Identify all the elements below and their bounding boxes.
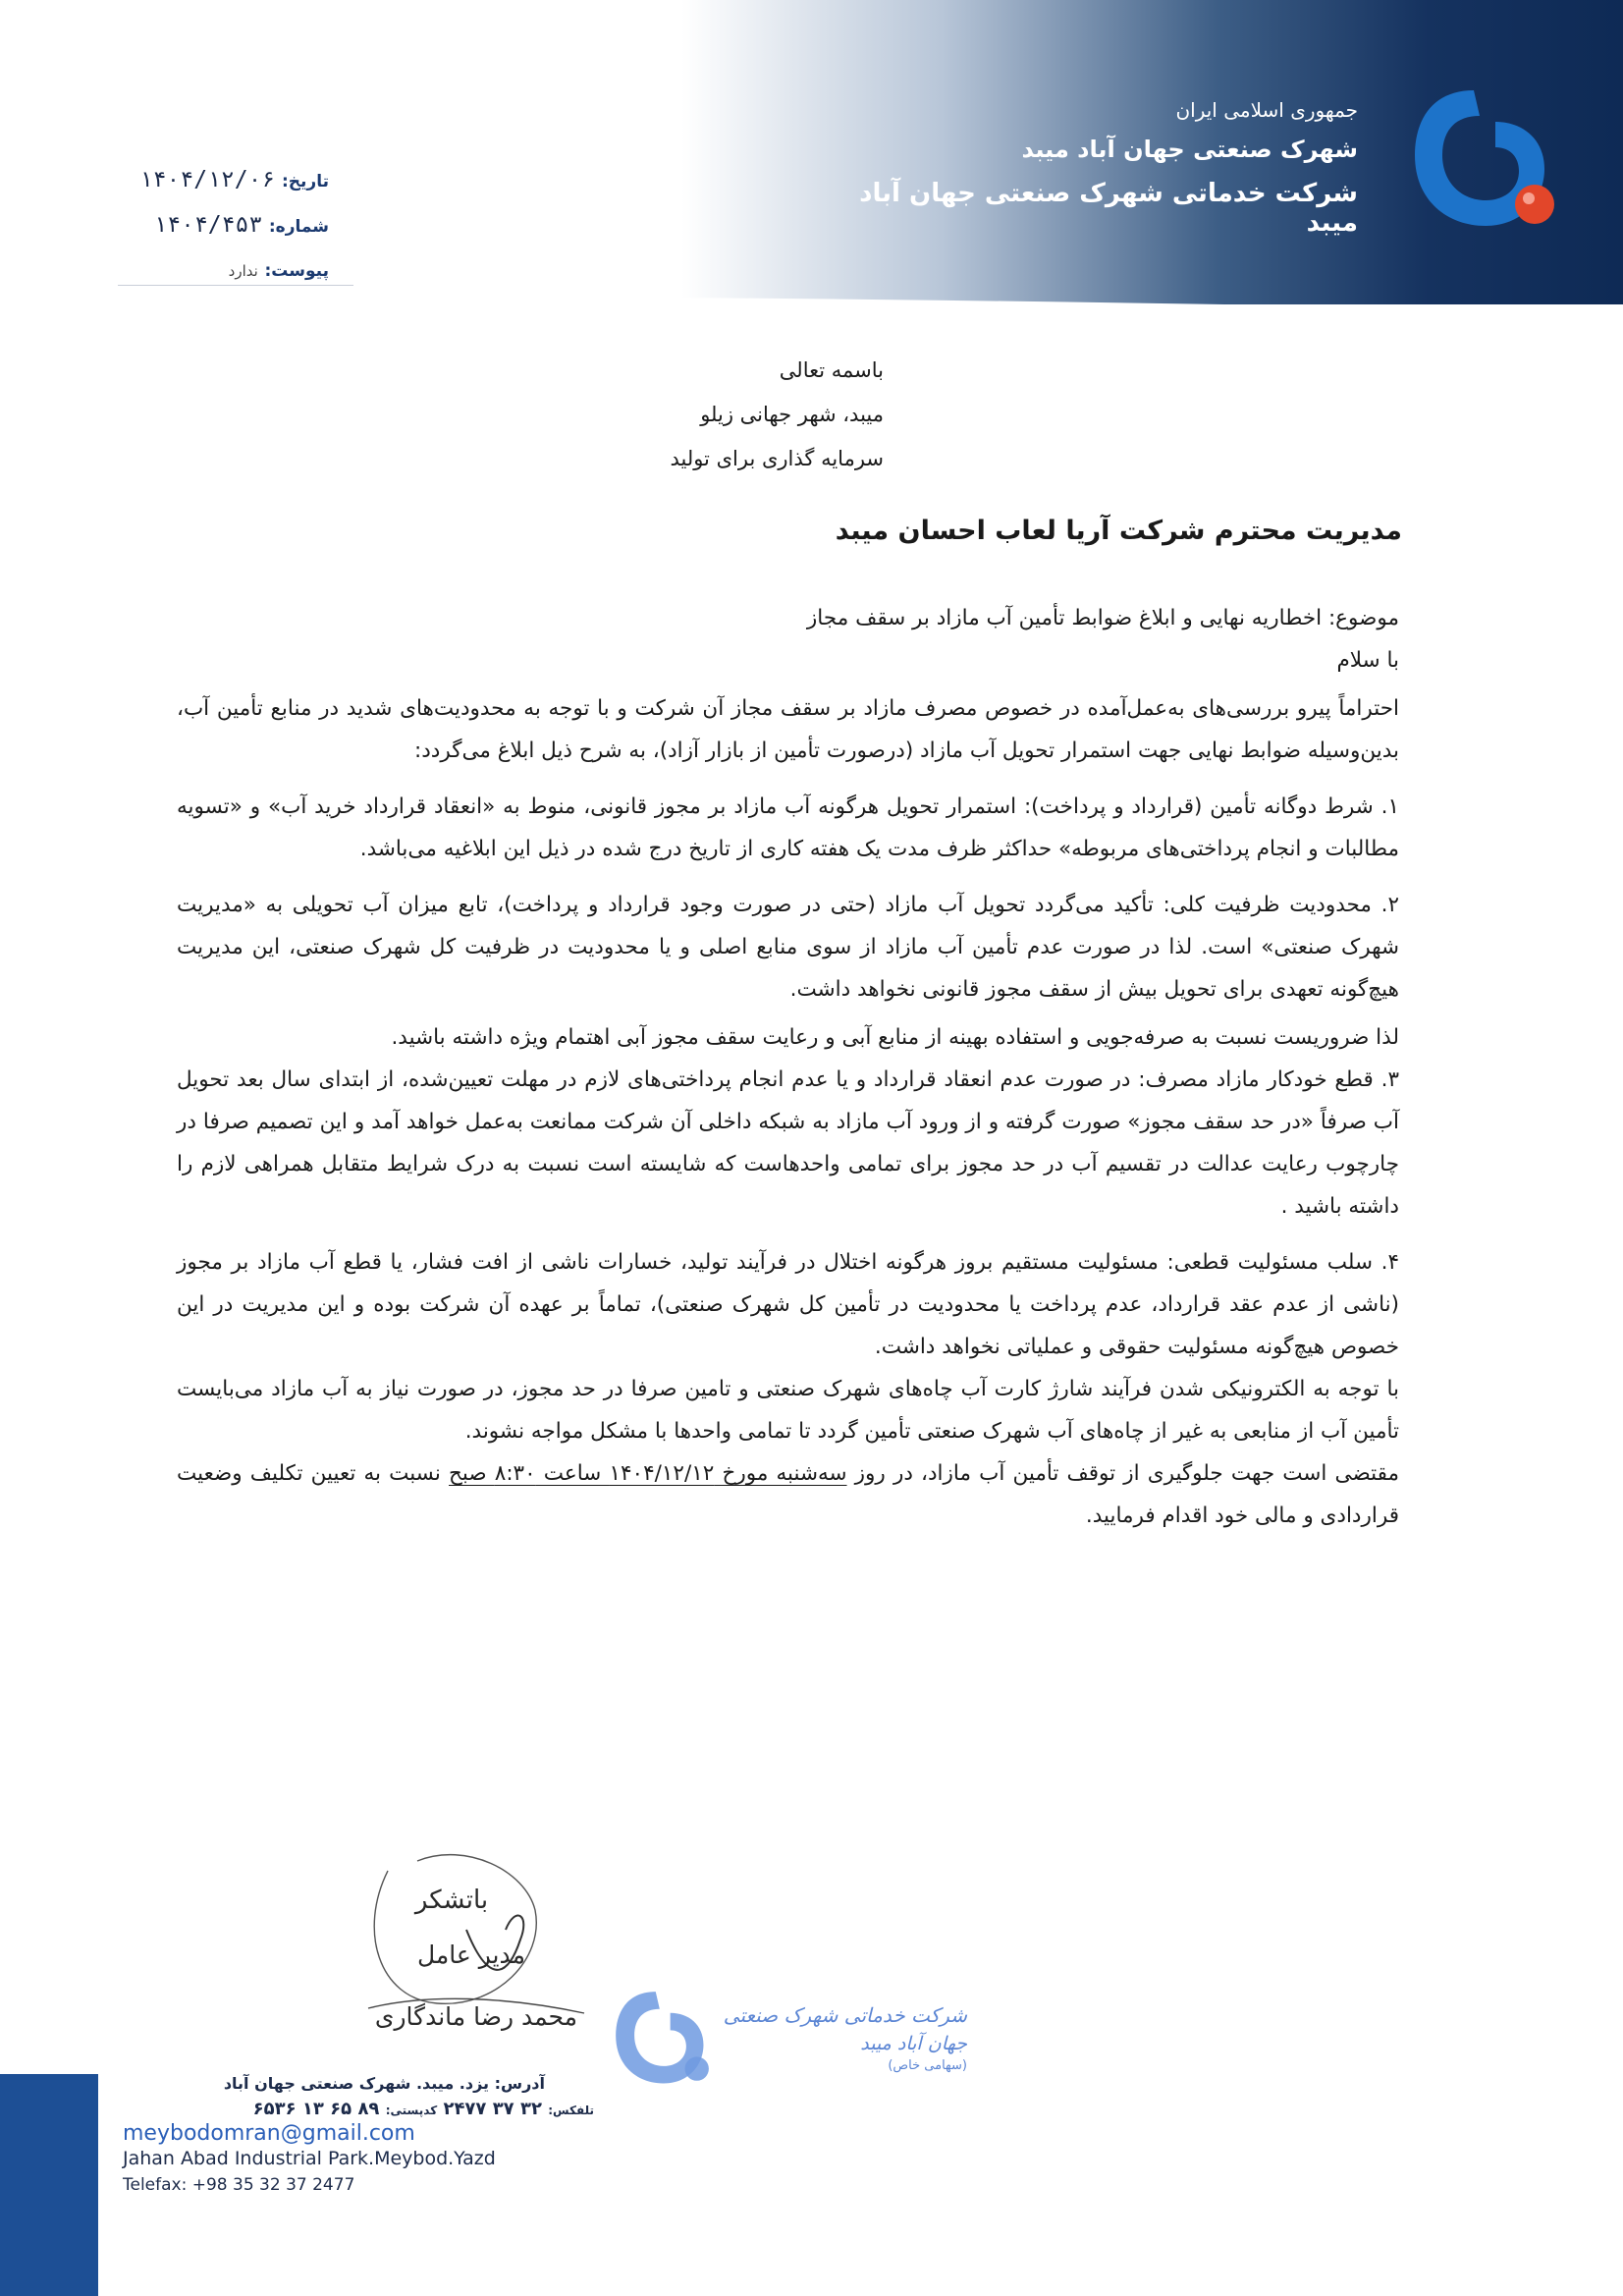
footer-address: آدرس: یزد. میبد. شهرک صنعتی جهان آباد [223,2074,545,2093]
org-line-company: شرکت خدماتی شهرک صنعتی جهان آباد میبد [859,179,1358,238]
org-line-park: شهرک صنعتی جهان آباد میبد [1021,136,1358,163]
closing-paragraph-1: با توجه به الکترونیکی شدن فرآیند شارژ کارت آب چاه‌های شهرک صنعتی و تامین صرفا در حد مجوز، در صورت نیاز به آب مازاد می‌بایست تأمین آب از منابعی به غیر از چاه‌های آب شهرک صنعتی تأمین گردد تا تمامی واحدها با مشکل مواجه نشوند. [177,1377,1399,1444]
footer-telefax: Telefax: +98 35 32 37 2477 [123,2175,355,2195]
signature-name: محمد رضا ماندگاری [374,2002,578,2031]
salutation-line-2: میبد، شهر جهانی زیلو [700,403,884,426]
number-value: ۱۴۰۴/۴۵۳ [153,212,263,238]
closing-text-post: نسبت به تعیین تکلیف وضعیت قراردادی و مالی خود اقدام فرمایید. [177,1461,1399,1528]
attachment-row [123,257,329,281]
org-line-country: جمهوری اسلامی ایران [1175,98,1358,122]
clause-2-note: لذا ضروریست نسبت به صرفه‌جویی و استفاده بهینه از منابع آبی و رعایت سقف مجوز آبی اهتمام ویژه داشته باشید. [391,1025,1399,1050]
salutation-line-1: باسمه تعالی [779,358,884,382]
letter-body [177,597,1399,1537]
date-label: تاریخ: [282,172,329,191]
company-stamp [712,2003,967,2073]
closing-paragraph-2 [177,1452,1399,1537]
recipient-heading: مدیریت محترم شرکت آریا لعاب احسان میبد [835,516,1402,546]
closing-text-pre: مقتضی است جهت جلوگیری از توقف تأمین آب مازاد، در روز [846,1461,1399,1486]
footer-contact [123,2074,614,2195]
meeting-datetime: سه‌شنبه مورخ ۱۴۰۴/۱۲/۱۲ ساعت ۸:۳۰ صبح [449,1461,847,1486]
signature-title: مدیر عامل [416,1941,526,1969]
subject-line: موضوع: اخطاریه نهایی و ابلاغ ضوابط تأمین آب مازاد بر سقف مجاز [806,606,1399,630]
stamp-line-1: شرکت خدماتی شهرک صنعتی [723,2003,967,2027]
number-row [123,212,329,238]
salutation-block [589,349,884,481]
clause-2: ۲. محدودیت ظرفیت کلی: تأکید می‌گردد تحویل آب مازاد (حتی در صورت وجود قرارداد و پرداخت)، تابع میزان آب تحویلی به «مدیریت شهرک صنعتی» است. لذا در صورت عدم تأمین آب مازاد از سوی منابع اصلی و یا محدودیت در ظرفیت کل شهرک صنعتی، این مدیریت هیچ‌گونه تعهدی برای تحویل بیش از سقف مجوز قانونی نخواهد داشت. [177,893,1399,1002]
footer-email[interactable]: meybodomran@gmail.com [123,2121,415,2146]
company-logo-icon [1397,79,1564,246]
meta-divider [118,285,353,286]
attachment-value: ندارد [228,262,258,280]
footer-phone-label: تلفکس: [548,2104,594,2117]
date-value: ۱۴۰۴/۱۲/۰۶ [138,167,276,192]
greeting: با سلام [1336,648,1399,673]
letter-meta [123,167,329,301]
number-label: شماره: [268,217,329,237]
org-header [808,98,1358,238]
footer-phone-value: ۳۲ ۳۷ ۲۴۷۷ [443,2099,542,2119]
footer-postal-label: کدپستی: [385,2104,438,2117]
stamp-line-2: جهان آباد میبد [860,2033,967,2054]
footer-address-en: Jahan Abad Industrial Park.Meybod.Yazd [123,2148,496,2169]
salutation-line-3: سرمایه گذاری برای تولید [670,447,884,470]
date-row [123,167,329,192]
attachment-label: پیوست: [264,261,329,281]
clause-3: ۳. قطع خودکار مازاد مصرف: در صورت عدم انعقاد قرارداد و یا عدم انجام پرداختی‌های لازم در مهلت تعیین‌شده، از ابتدای سال بعد تحویل آب صرفاً «در حد سقف مجوز» صورت گرفته و از ورود آب مازاد به شبکه داخلی آن شرکت ممانعت به‌عمل خواهد آمد و این تصمیم صرفا در چارچوب رعایت عدالت در تقسیم آب در حد مجوز برای تمامی واحدهاست که شایسته است نسبت به درک شرایط متقابل همراهی لازم را داشته باشید . [177,1067,1399,1219]
signature-thanks: باتشکر [414,1886,489,1915]
signature-block [374,1876,604,2031]
stamp-line-3: (سهامی خاص) [888,2058,967,2073]
stamp-logo-icon [604,1984,717,2097]
footer-postal-value: ۸۹ ۶۵ ۱۳ ۶۵۳۶ [252,2099,380,2119]
footer-phone-row [123,2099,594,2119]
clause-4: ۴. سلب مسئولیت قطعی: مسئولیت مستقیم بروز هرگونه اختلال در فرآیند تولید، خسارات ناشی از افت فشار، یا قطع آب مازاد بر مجوز (ناشی از عدم عقد قرارداد، عدم پرداخت یا محدودیت در تأمین کل شهرک صنعتی)، تماماً بر عهده آن شرکت بوده و این مدیریت در این خصوص هیچ‌گونه مسئولیت حقوقی و عملیاتی نخواهد داشت. [177,1250,1399,1359]
clause-1: ۱. شرط دوگانه تأمین (قرارداد و پرداخت): استمرار تحویل هرگونه آب مازاد بر مجوز قانونی، منوط به «انعقاد قرارداد خرید آب» و «تسویه مطالبات و انجام پرداختی‌های مربوطه» حداکثر ظرف مدت یک هفته کاری از تاریخ درج شده در ذیل این ابلاغیه می‌باشد. [177,794,1399,861]
intro-paragraph: احتراماً پیرو بررسی‌های به‌عمل‌آمده در خصوص مصرف مازاد بر سقف مجاز آن شرکت و با توجه به محدودیت‌های شدید در منابع تأمین آب، بدین‌وسیله ضوابط نهایی جهت استمرار تحویل آب مازاد (درصورت تأمین از بازار آزاد)، به شرح ذیل ابلاغ می‌گردد: [177,696,1399,763]
footer-accent-bar [0,2074,98,2296]
